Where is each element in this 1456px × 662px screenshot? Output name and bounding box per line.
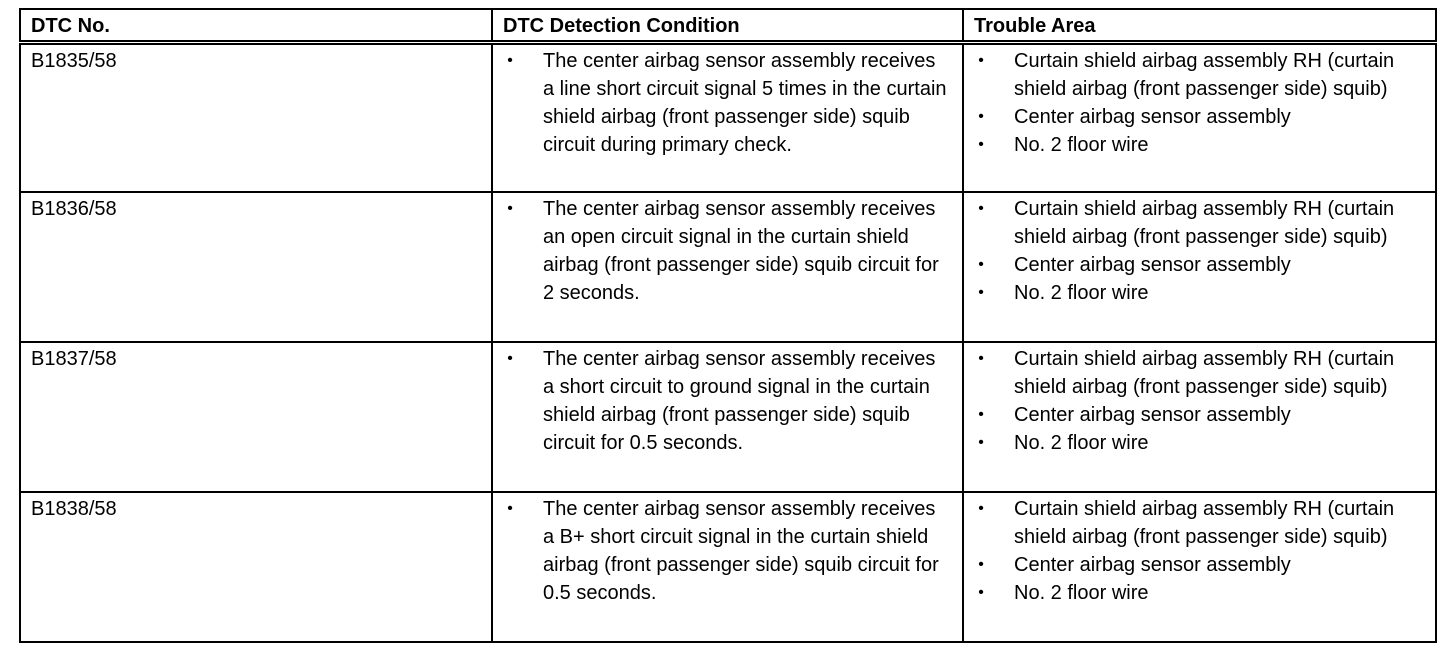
condition-text: The center airbag sensor assembly receives a line short circuit signal 5 times in the curtain shield airbag (front passenger side) squib circuit during primary check. bbox=[543, 49, 947, 156]
trouble-area-item bbox=[974, 495, 1425, 551]
trouble-area-item bbox=[974, 401, 1425, 429]
condition-text: The center airbag sensor assembly receives a short circuit to ground signal in the curtain shield airbag (front passenger side) squib circuit for 0.5 seconds. bbox=[543, 348, 936, 454]
trouble-area-text: No. 2 floor wire bbox=[1014, 282, 1149, 304]
dtc-code-cell: B1836/58 bbox=[20, 192, 492, 342]
trouble-area-item bbox=[974, 429, 1425, 457]
trouble-area-item bbox=[974, 551, 1425, 579]
trouble-area-text: Center airbag sensor assembly bbox=[1014, 254, 1291, 276]
condition-item bbox=[503, 47, 952, 159]
bullet-icon: • bbox=[978, 350, 984, 367]
bullet-icon: • bbox=[978, 500, 984, 517]
bullet-icon: • bbox=[507, 200, 513, 217]
trouble-area-item bbox=[974, 279, 1425, 307]
trouble-area-list bbox=[974, 195, 1425, 307]
trouble-area-item bbox=[974, 345, 1425, 401]
trouble-area-text: Curtain shield airbag assembly RH (curtain shield airbag (front passenger side) squib) bbox=[1014, 348, 1395, 398]
trouble-area-item bbox=[974, 131, 1425, 159]
trouble-area-text: No. 2 floor wire bbox=[1014, 432, 1149, 454]
bullet-icon: • bbox=[507, 500, 513, 517]
condition-item bbox=[503, 495, 952, 607]
table-header-row bbox=[20, 9, 1436, 42]
trouble-area-text: Curtain shield airbag assembly RH (curtain shield airbag (front passenger side) squib) bbox=[1014, 198, 1395, 248]
detection-condition-cell bbox=[492, 42, 963, 192]
header-detection-condition: DTC Detection Condition bbox=[492, 9, 963, 42]
trouble-area-item bbox=[974, 251, 1425, 279]
trouble-area-cell bbox=[963, 342, 1436, 492]
trouble-area-cell bbox=[963, 42, 1436, 192]
condition-item bbox=[503, 195, 952, 307]
bullet-icon: • bbox=[978, 584, 984, 601]
bullet-icon: • bbox=[507, 51, 513, 69]
trouble-area-item bbox=[974, 103, 1425, 131]
bullet-icon: • bbox=[978, 51, 984, 69]
trouble-area-text: Center airbag sensor assembly bbox=[1014, 404, 1291, 426]
bullet-icon: • bbox=[978, 256, 984, 273]
trouble-area-text: No. 2 floor wire bbox=[1014, 582, 1149, 604]
dtc-table bbox=[19, 8, 1437, 643]
trouble-area-cell bbox=[963, 492, 1436, 642]
dtc-code-cell: B1835/58 bbox=[20, 42, 492, 192]
table-row bbox=[20, 192, 1436, 342]
table-row bbox=[20, 42, 1436, 192]
detection-condition-cell bbox=[492, 192, 963, 342]
trouble-area-list bbox=[974, 345, 1425, 457]
condition-list bbox=[503, 495, 952, 607]
bullet-icon: • bbox=[978, 200, 984, 217]
trouble-area-item bbox=[974, 579, 1425, 607]
bullet-icon: • bbox=[978, 434, 984, 451]
bullet-icon: • bbox=[978, 107, 984, 125]
header-dtc-no: DTC No. bbox=[20, 9, 492, 42]
bullet-icon: • bbox=[978, 284, 984, 301]
bullet-icon: • bbox=[978, 135, 984, 153]
condition-text: The center airbag sensor assembly receives a B+ short circuit signal in the curtain shield airbag (front passenger side) squib circuit for 0.5 seconds. bbox=[543, 498, 939, 604]
bullet-icon: • bbox=[978, 556, 984, 573]
condition-list bbox=[503, 195, 952, 307]
header-trouble-area: Trouble Area bbox=[963, 9, 1436, 42]
trouble-area-text: Center airbag sensor assembly bbox=[1014, 554, 1291, 576]
trouble-area-text: Center airbag sensor assembly bbox=[1014, 105, 1291, 128]
condition-list bbox=[503, 47, 952, 159]
detection-condition-cell bbox=[492, 492, 963, 642]
table-row bbox=[20, 492, 1436, 642]
trouble-area-list bbox=[974, 495, 1425, 607]
dtc-code-cell: B1837/58 bbox=[20, 342, 492, 492]
table-row bbox=[20, 342, 1436, 492]
condition-text: The center airbag sensor assembly receives an open circuit signal in the curtain shield airbag (front passenger side) squib circuit for 2 seconds. bbox=[543, 198, 939, 304]
trouble-area-item bbox=[974, 195, 1425, 251]
trouble-area-text: Curtain shield airbag assembly RH (curtain shield airbag (front passenger side) squib) bbox=[1014, 49, 1395, 100]
dtc-code-cell: B1838/58 bbox=[20, 492, 492, 642]
trouble-area-cell bbox=[963, 192, 1436, 342]
condition-list bbox=[503, 345, 952, 457]
trouble-area-text: Curtain shield airbag assembly RH (curtain shield airbag (front passenger side) squib) bbox=[1014, 498, 1395, 548]
trouble-area-text: No. 2 floor wire bbox=[1014, 133, 1149, 156]
bullet-icon: • bbox=[507, 350, 513, 367]
trouble-area-item bbox=[974, 47, 1425, 103]
trouble-area-list bbox=[974, 47, 1425, 159]
detection-condition-cell bbox=[492, 342, 963, 492]
condition-item bbox=[503, 345, 952, 457]
bullet-icon: • bbox=[978, 406, 984, 423]
